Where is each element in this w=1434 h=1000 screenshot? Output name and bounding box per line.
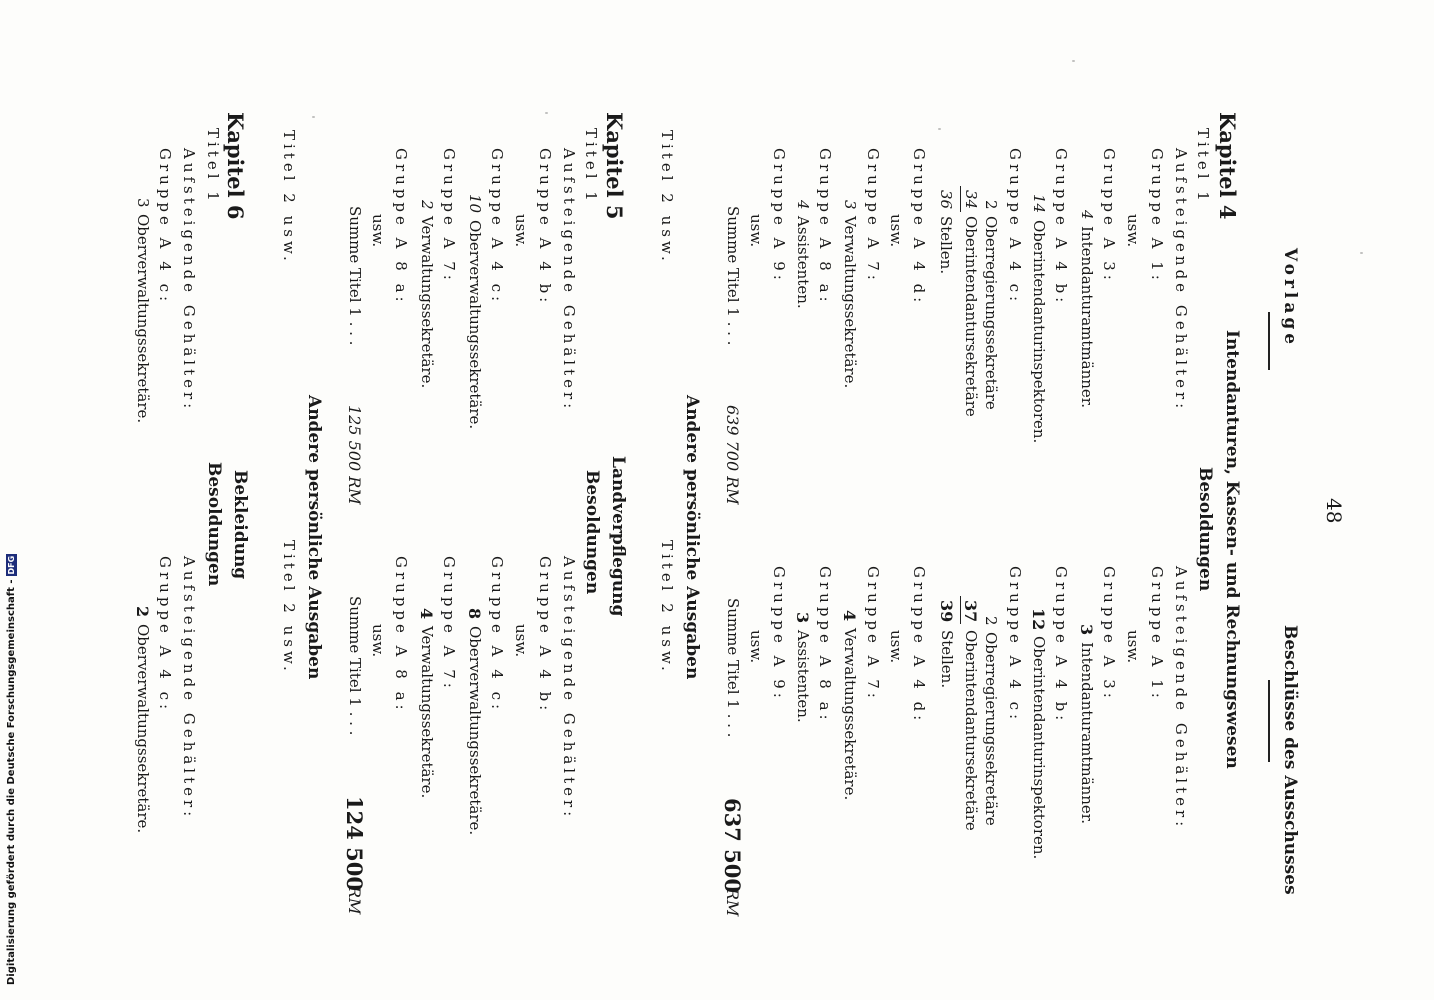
k5-andere-heading: Andere persönliche Ausgaben [304, 395, 324, 680]
kapitel6-besoldungen: Besoldungen [204, 462, 224, 587]
k4-a3-right: Gruppe A 3: [1100, 566, 1118, 702]
k4-a4c-right: Gruppe A 4 c: [1006, 566, 1024, 724]
footer-text: Digitalisierung gefördert durch die Deutsche Forschungsgemeinschaft - [6, 579, 17, 985]
k4-a9-right: Gruppe A 9: [770, 566, 788, 702]
k4-a4c-text1-left: Oberregierungssekretäre [982, 216, 1000, 410]
k4-aufsteigende-right: Aufsteigende Gehälter: [1172, 566, 1190, 831]
kapitel5-titel1: Titel 1 [582, 128, 600, 205]
scan-speck [312, 116, 315, 118]
sum-rule-left [960, 186, 961, 212]
page-number: 48 [1322, 498, 1346, 524]
k4-usw2-left: usw. [887, 214, 905, 248]
k4-a4c-text2-left: Oberintendantursekretäre [962, 216, 980, 417]
k6-a4c-text-left: Oberverwaltungssekretäre. [134, 214, 152, 424]
k5-usw2-right: usw. [369, 624, 387, 658]
k4-a4c-total-left: 36 [937, 190, 955, 210]
k6-a4c-left: Gruppe A 4 c: [156, 148, 174, 306]
heading-rule-left [1268, 312, 1270, 370]
k5-usw1-right: usw. [512, 624, 530, 658]
k4-usw1-right: usw. [1124, 630, 1142, 664]
k5-a4c-count-left: 10 [466, 194, 484, 214]
heading-rule-right [1268, 680, 1270, 762]
k4-andere-heading: Andere persönliche Ausgaben [682, 395, 702, 680]
k4-a4d-right: Gruppe A 4 d: [910, 566, 928, 725]
k4-a3-text-left: Intendanturamtmänner. [1078, 226, 1096, 409]
k4-a4c-count1-right: 2 [982, 616, 1000, 626]
k4-usw1-left: usw. [1124, 214, 1142, 248]
k5-summe-left: Summe Titel 1 . . . [346, 206, 364, 346]
k4-a3-count-right: 3 [1077, 624, 1096, 636]
k5-a7-count-right: 4 [417, 608, 436, 620]
k5-a4c-count-right: 8 [465, 608, 484, 620]
k4-a7-left: Gruppe A 7: [864, 148, 882, 284]
digitization-footer [6, 554, 17, 985]
k5-a7-text-left: Verwaltungssekretäre. [418, 216, 436, 389]
scan-speck [545, 112, 548, 114]
k4-a8a-text-right: Assistenten. [794, 630, 812, 723]
k6-a4c-text-right: Oberverwaltungssekretäre. [134, 624, 152, 834]
k4-a8a-count-right: 3 [793, 612, 812, 624]
k4-a7-right: Gruppe A 7: [864, 566, 882, 702]
k4-a4b-left: Gruppe A 4 b: [1052, 148, 1070, 307]
k4-a4c-text1-right: Oberregierungssekretäre [982, 632, 1000, 826]
k6-a4c-right: Gruppe A 4 c: [156, 556, 174, 714]
k4-a4c-total-text-left: Stellen. [937, 216, 955, 275]
k5-summe-value-right: 124 500 [342, 796, 367, 891]
k4-a4c-count2-right: 37 [961, 600, 980, 623]
dfg-logo: DFG [7, 555, 16, 575]
k4-summe-left: Summe Titel 1 . . . [724, 206, 742, 346]
k4-aufsteigende-left: Aufsteigende Gehälter: [1172, 148, 1190, 413]
k4-a4c-count2-left: 34 [962, 190, 980, 210]
vorlage-heading: Vorlage [1280, 248, 1300, 349]
kapitel6-title: Kapitel 6 [223, 112, 248, 220]
k5-a4c-text-left: Oberverwaltungssekretäre. [466, 220, 484, 430]
k5-usw2-left: usw. [369, 214, 387, 248]
k5-summe-right: Summe Titel 1 . . . [346, 596, 364, 736]
kapitel4-title: Kapitel 4 [1215, 112, 1240, 220]
k5-a4c-left: Gruppe A 4 c: [488, 148, 506, 306]
sum-rule-right [960, 596, 961, 624]
k5-a4b-right: Gruppe A 4 b: [536, 556, 554, 715]
k4-a3-left: Gruppe A 3: [1100, 148, 1118, 284]
k4-usw3-right: usw. [747, 630, 765, 664]
k5-summe-value-left: 125 500 RM [345, 405, 364, 505]
k4-a4b-count-right: 12 [1029, 608, 1048, 631]
k4-a7-text-left: Verwaltungssekretäre. [841, 216, 859, 389]
k4-a4b-text-right: Oberintendanturinspektoren. [1030, 636, 1048, 860]
k5-a4b-left: Gruppe A 4 b: [536, 148, 554, 307]
kapitel5-section-title: Landverpflegung [608, 456, 628, 617]
kapitel4-besoldungen: Besoldungen [1195, 467, 1215, 592]
k4-titel2-right: Titel 2 usw. [658, 540, 676, 675]
kapitel4-section-title: Intendanturen, Kassen- und Rechnungswesen [1222, 330, 1242, 769]
k5-a8a-right: Gruppe A 8 a: [392, 556, 410, 714]
k5-a7-count-left: 2 [418, 200, 436, 210]
k4-a8a-left: Gruppe A 8 a: [816, 148, 834, 306]
k4-a4d-left: Gruppe A 4 d: [910, 148, 928, 307]
k4-summe-unit-right: RM [723, 888, 742, 917]
kapitel5-besoldungen: Besoldungen [582, 470, 602, 595]
scan-speck [1360, 252, 1363, 254]
k5-a8a-left: Gruppe A 8 a: [392, 148, 410, 306]
scan-speck [938, 128, 941, 130]
k4-a1-left: Gruppe A 1: [1148, 148, 1166, 284]
kapitel5-title: Kapitel 5 [602, 112, 627, 220]
k4-summe-value-right: 637 500 [720, 798, 745, 893]
k4-a4c-text2-right: Oberintendantursekretäre [962, 630, 980, 831]
k4-a1-right: Gruppe A 1: [1148, 566, 1166, 702]
k4-a3-count-left: 4 [1078, 210, 1096, 220]
beschluesse-heading: Beschlüsse des Ausschusses [1280, 625, 1300, 895]
k4-a8a-right: Gruppe A 8 a: [816, 566, 834, 724]
k5-titel2-left: Titel 2 usw. [280, 130, 298, 265]
k4-a4b-text-left: Oberintendanturinspektoren. [1030, 220, 1048, 444]
k4-a7-text-right: Verwaltungssekretäre. [841, 628, 859, 801]
k4-a4c-total-right: 39 [937, 600, 956, 623]
kapitel6-titel1: Titel 1 [204, 128, 222, 205]
kapitel4-titel1: Titel 1 [1194, 128, 1212, 205]
k4-a4b-right: Gruppe A 4 b: [1052, 566, 1070, 725]
k5-a7-left: Gruppe A 7: [440, 148, 458, 284]
k5-a4c-text-right: Oberverwaltungssekretäre. [466, 626, 484, 836]
k4-a7-count-right: 4 [840, 610, 859, 622]
k5-aufsteigende-left: Aufsteigende Gehälter: [560, 148, 578, 413]
k5-titel2-right: Titel 2 usw. [280, 540, 298, 675]
k4-a3-text-right: Intendanturamtmänner. [1078, 642, 1096, 825]
k4-a4b-count-left: 14 [1030, 194, 1048, 214]
k4-usw3-left: usw. [747, 214, 765, 248]
k5-summe-unit-right: RM [345, 886, 364, 915]
k4-a4c-total-text-right: Stellen. [938, 630, 956, 689]
k5-a7-right: Gruppe A 7: [440, 556, 458, 692]
k6-aufsteigende-left: Aufsteigende Gehälter: [180, 148, 198, 413]
scan-speck [1072, 60, 1075, 62]
k4-a7-count-left: 3 [841, 200, 859, 210]
k5-a4c-right: Gruppe A 4 c: [488, 556, 506, 714]
k6-a4c-count-left: 3 [134, 198, 152, 208]
k4-titel2-left: Titel 2 usw. [658, 130, 676, 265]
k4-a8a-text-left: Assistenten. [794, 216, 812, 309]
k4-a9-left: Gruppe A 9: [770, 148, 788, 284]
k5-aufsteigende-right: Aufsteigende Gehälter: [560, 556, 578, 821]
k4-a8a-count-left: 4 [794, 200, 812, 210]
kapitel6-section-title: Bekleidung [230, 470, 250, 580]
k6-aufsteigende-right: Aufsteigende Gehälter: [180, 556, 198, 821]
k4-usw2-right: usw. [887, 630, 905, 664]
k4-summe-value-left: 639 700 RM [723, 405, 742, 505]
k4-summe-right: Summe Titel 1 . . . [724, 598, 742, 738]
k4-a4c-count1-left: 2 [982, 200, 1000, 210]
k5-a7-text-right: Verwaltungssekretäre. [418, 626, 436, 799]
k6-a4c-count-right: 2 [133, 606, 152, 618]
k4-a4c-left: Gruppe A 4 c: [1006, 148, 1024, 306]
k5-usw1-left: usw. [512, 214, 530, 248]
